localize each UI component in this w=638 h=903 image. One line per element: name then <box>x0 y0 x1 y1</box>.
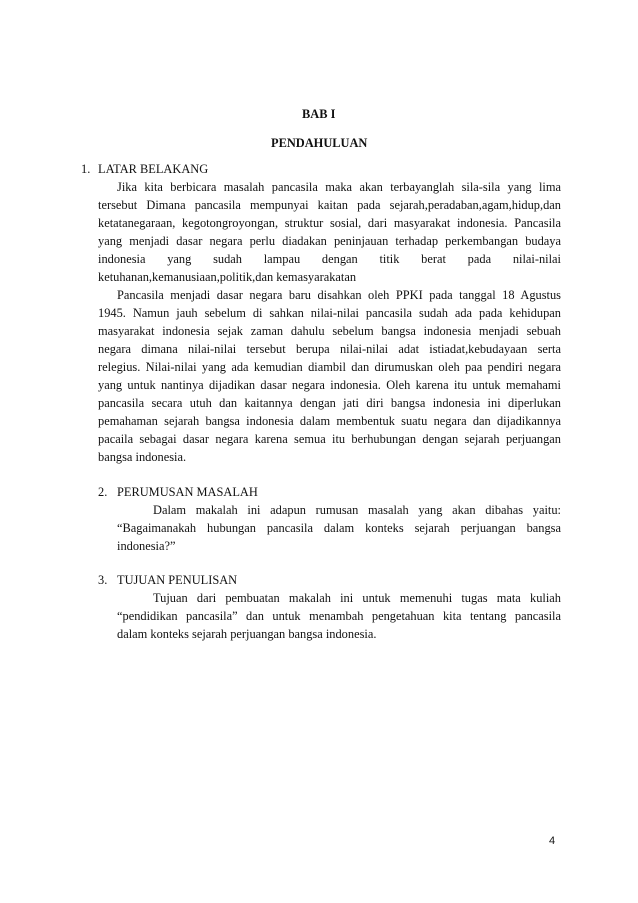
paragraph-line: pacaila sebagai dasar negara karena semua itu berhubungan dengan sejarah perjuangan <box>98 432 561 446</box>
paragraph-line: Pancasila menjadi dasar negara baru disahkan oleh PPKI pada tanggal 18 Agustus <box>117 288 561 302</box>
paragraph-line: Tujuan dari pembuatan makalah ini untuk memenuhi tugas mata kuliah <box>153 591 561 605</box>
paragraph-line: negara dimana nilai-nilai tersebut berupa nilai-nilai adat istiadat,kebudayaan serta <box>98 342 561 356</box>
paragraph-line: relegius. Nilai-nilai yang ada kemudian diambil dan dirumuskan oleh paa pendiri negara <box>98 360 561 374</box>
paragraph-line: pemahaman sejarah bangsa indonesia dalam membentuk suatu negara dan dijadikannya <box>98 414 561 428</box>
paragraph-line: indonesia?” <box>117 539 176 553</box>
paragraph-line: ketuhanan,kemanusiaan,politik,dan kemasyarakatan <box>98 270 357 284</box>
paragraph-line: “pendidikan pancasila” dan untuk menambah pengetahuan kita tentang pancasila <box>117 609 561 623</box>
paragraph-line: yang untuk nantinya dijadikan dasar negara indonesia. Oleh karena itu untuk memahami <box>98 378 561 392</box>
section-1-title: LATAR BELAKANG <box>98 162 209 176</box>
paragraph-line: “Bagaimanakah hubungan pancasila dalam konteks sejarah perjuangan bangsa <box>117 521 561 535</box>
paragraph-line: yang menjadi dasar negara perlu diadakan peninjauan terhadap perkembangan budaya <box>98 234 561 248</box>
paragraph-line: pancasila secara utuh dan kaitannya dengan jati diri bangsa indonesia ini diperlukan <box>98 396 561 410</box>
paragraph-line: dalam konteks sejarah perjuangan bangsa indonesia. <box>117 627 377 641</box>
paragraph-line: ketatanegaraan, kegotongroyongan, struktur sosial, dari masyarakat indonesia. Pancasila <box>98 216 561 230</box>
chapter-label: BAB I <box>302 107 336 121</box>
paragraph-line: bangsa indonesia. <box>98 450 187 464</box>
paragraph-line: 1945. Namun jauh sebelum di sahkan nilai-nilai pancasila sudah ada pada kehidupan <box>98 306 561 320</box>
paragraph-line: tersebut Dimana pancasila mempunyai kaitan pada sejarah,peradaban,agam,hidup,dan <box>98 198 561 212</box>
paragraph-line: Jika kita berbicara masalah pancasila maka akan terbayanglah sila-sila yang lima <box>117 180 561 194</box>
chapter-title: PENDAHULUAN <box>271 136 368 150</box>
section-3-number: 3. <box>98 573 108 587</box>
section-2-title: PERUMUSAN MASALAH <box>117 485 258 499</box>
page-number: 4 <box>549 835 556 847</box>
section-2-number: 2. <box>98 485 108 499</box>
section-3-title: TUJUAN PENULISAN <box>117 573 238 587</box>
paragraph-line: Dalam makalah ini adapun rumusan masalah yang akan dibahas yaitu: <box>153 503 561 517</box>
section-1-number: 1. <box>81 162 91 176</box>
paragraph-line: masyarakat indonesia sejak zaman dahulu sebelum bangsa indonesia menjadi sebuah <box>98 324 561 338</box>
paragraph-line: indonesia yang sudah lampau dengan titik berat pada nilai-nilai <box>98 252 561 266</box>
